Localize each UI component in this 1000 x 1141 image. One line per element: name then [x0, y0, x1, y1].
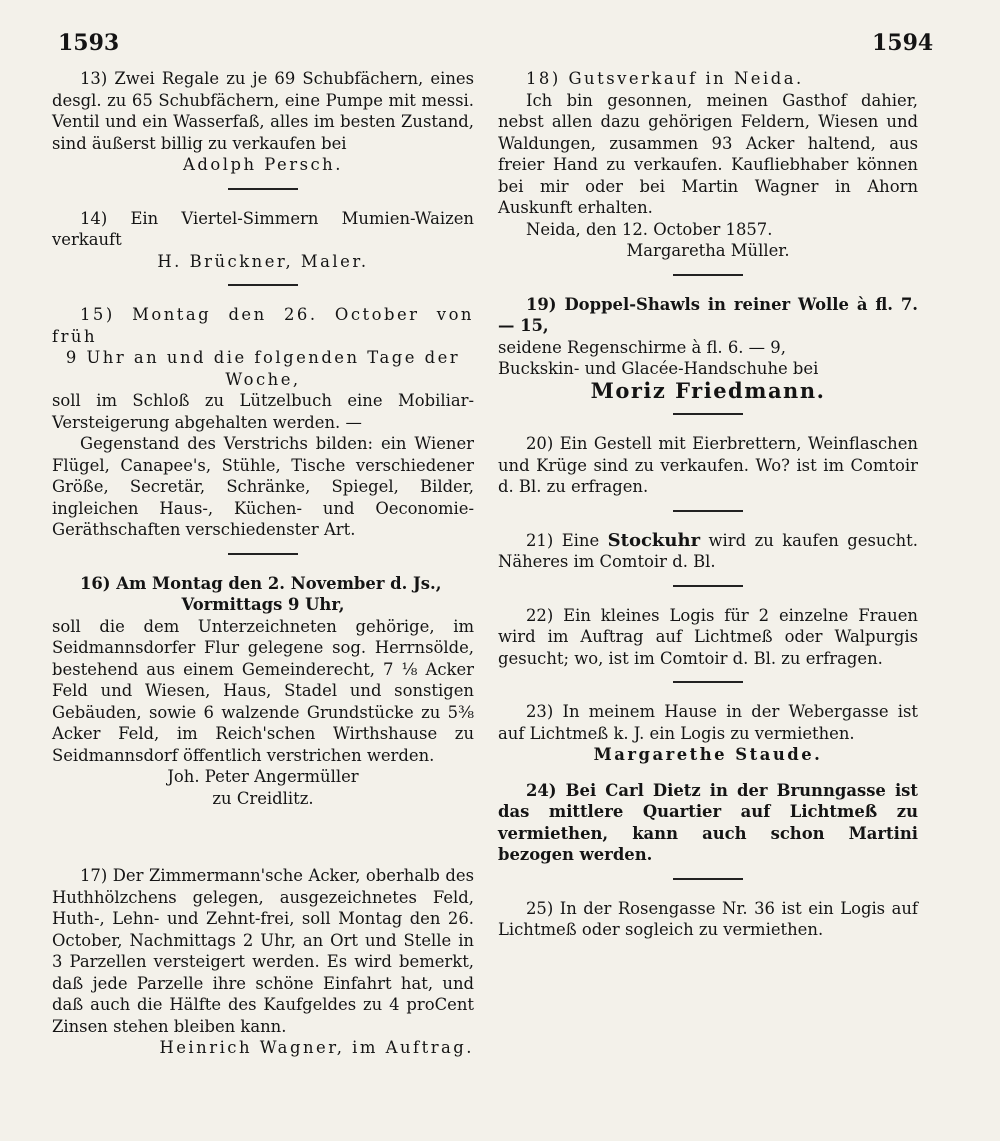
separator [673, 585, 743, 587]
ad-21 [498, 530, 918, 573]
spacer [52, 809, 474, 865]
ad-25 [498, 898, 918, 941]
ad-15 [52, 304, 474, 541]
separator [673, 413, 743, 415]
ad-18-heading: 18) Gutsverkauf in Neida. [526, 69, 804, 88]
ad-15-heading-2: 9 Uhr an und die folgenden Tage der [65, 348, 461, 367]
ad-15-heading-1: 15) Montag den 26. October von früh [52, 305, 474, 346]
ad-20-text: 20) Ein Gestell mit Eierbrettern, Weinflaschen und Krüge sind zu verkaufen. Wo? ist im Comtoir d. Bl. zu erfragen. [498, 434, 918, 496]
ad-18-signature: Margaretha Müller. [626, 241, 790, 260]
separator [673, 878, 743, 880]
ad-21-text-a: 21) Eine [526, 530, 608, 550]
ad-16-heading-2: Vormittags 9 Uhr, [181, 595, 345, 614]
ad-16-text: soll die dem Unterzeichneten gehörige, im Seidmannsdorfer Flur gelegene sog. Herrnsölde, bestehend aus einem Gemeinderecht, 7 ⅛ Acker Feld und Wiesen, Haus, Stadel und sonstigen Gebäuden, sowie 6 walzende Grundstücke zu 5⅜ Acker Feld, im Reich'schen Wirthshause zu Seidmannsdorf öffentlich verstrichen werden. [52, 616, 474, 765]
ad-15-text-2: Gegenstand des Verstrichs bilden: ein Wiener Flügel, Canapee's, Stühle, Tische verschiedener Größe, Secretär, Schränke, Spiegel, Bilder, ingleichen Haus-, Küchen- und Oeconomie-Geräthschaften verschiedenster Art. [52, 434, 474, 539]
ad-17 [52, 865, 474, 1059]
right-column [498, 68, 918, 941]
ad-14-signature: H. Brückner, Maler. [157, 251, 369, 271]
spacer [498, 766, 918, 780]
ad-19 [498, 294, 918, 402]
ad-22 [498, 605, 918, 670]
ad-16-heading-1: 16) Am Montag den 2. November d. Js., [80, 573, 442, 593]
ad-24 [498, 780, 918, 866]
ad-16-signature-2: zu Creidlitz. [212, 788, 314, 808]
ad-20 [498, 433, 918, 498]
ad-16-signature-1: Joh. Peter Angermüller [167, 767, 359, 786]
ad-21-text [498, 530, 918, 573]
ad-13-text: 13) Zwei Regale zu je 69 Schubfächern, eines desgl. zu 65 Schubfächern, eine Pumpe mit messi. Ventil und ein Wasserfaß, alles im besten Zustand, sind äußerst billig zu verkaufen bei [52, 69, 474, 153]
page-number-right: 1594 [872, 30, 934, 56]
ad-18 [498, 68, 918, 262]
separator [228, 284, 298, 286]
separator [673, 510, 743, 512]
ad-23-signature: Margarethe Staude. [593, 745, 823, 764]
separator [673, 274, 743, 276]
ad-19-line-2: seidene Regenschirme à fl. 6. — 9, [498, 337, 786, 357]
ad-15-text: soll im Schloß zu Lützelbuch eine Mobiliar-Versteigerung abgehalten werden. — [52, 391, 474, 432]
ad-15-heading-3: Woche, [225, 369, 301, 389]
ad-21-text-c: wird zu kaufen gesucht. Näheres im Comtoir d. Bl. [498, 530, 918, 571]
ad-14 [52, 208, 474, 273]
ad-13 [52, 68, 474, 176]
ad-17-text: 17) Der Zimmermann'sche Acker, oberhalb des Huthhölzchens gelegen, ausgezeichnetes Feld, Huth-, Lehn- und Zehnt-frei, soll Montag den 26. October, Nachmittags 2 Uhr, an Ort und Stelle in 3 Parzellen versteigert werden. Es wird bemerkt, daß jede Parzelle ihre schöne Einfahrt hat, und daß auch die Hälfte des Kaufgeldes zu 4 proCent Zinsen stehen bleiben kann. [52, 866, 474, 1036]
ad-19-line-3: Buckskin- und Glacée-Handschuhe bei [498, 359, 819, 378]
ad-18-date: Neida, den 12. October 1857. [526, 219, 773, 239]
page-number-left: 1593 [58, 30, 120, 56]
ad-16 [52, 573, 474, 810]
separator [673, 681, 743, 683]
ad-23-text: 23) In meinem Hause in der Webergasse ist auf Lichtmeß k. J. ein Logis zu vermiethen. [498, 702, 918, 743]
ad-14-text: 14) Ein Viertel-Simmern Mumien-Waizen verkauft [52, 208, 474, 249]
ad-19-signature: Moriz Friedmann. [590, 377, 826, 403]
left-column [52, 68, 474, 1059]
ad-17-signature: Heinrich Wagner, im Auftrag. [159, 1038, 474, 1057]
ad-25-text: 25) In der Rosengasse Nr. 36 ist ein Logis auf Lichtmeß oder sogleich zu vermiethen. [498, 898, 918, 939]
separator [228, 553, 298, 555]
ad-21-stockuhr: Stockuhr [607, 529, 701, 551]
ad-13-signature: Adolph Persch. [183, 155, 343, 174]
ad-22-text: 22) Ein kleines Logis für 2 einzelne Frauen wird im Auftrag auf Lichtmeß oder Walpurgis gesucht; wo, ist im Comtoir d. Bl. zu erfragen. [498, 605, 918, 668]
ad-18-text: Ich bin gesonnen, meinen Gasthof dahier, nebst allen dazu gehörigen Feldern, Wiesen und Waldungen, zusammen 93 Acker haltend, aus freier Hand zu verkaufen. Kaufliebhaber können bei mir oder bei Martin Wagner in Ahorn Auskunft erhalten. [498, 90, 918, 217]
ad-24-text: 24) Bei Carl Dietz in der Brunngasse ist das mittlere Quartier auf Lichtmeß zu vermiethen, kann auch schon Martini bezogen werden. [498, 780, 918, 864]
ad-19-line-1: 19) Doppel-Shawls in reiner Wolle à fl. 7. — 15, [498, 294, 918, 335]
ad-23 [498, 701, 918, 766]
separator [228, 188, 298, 190]
